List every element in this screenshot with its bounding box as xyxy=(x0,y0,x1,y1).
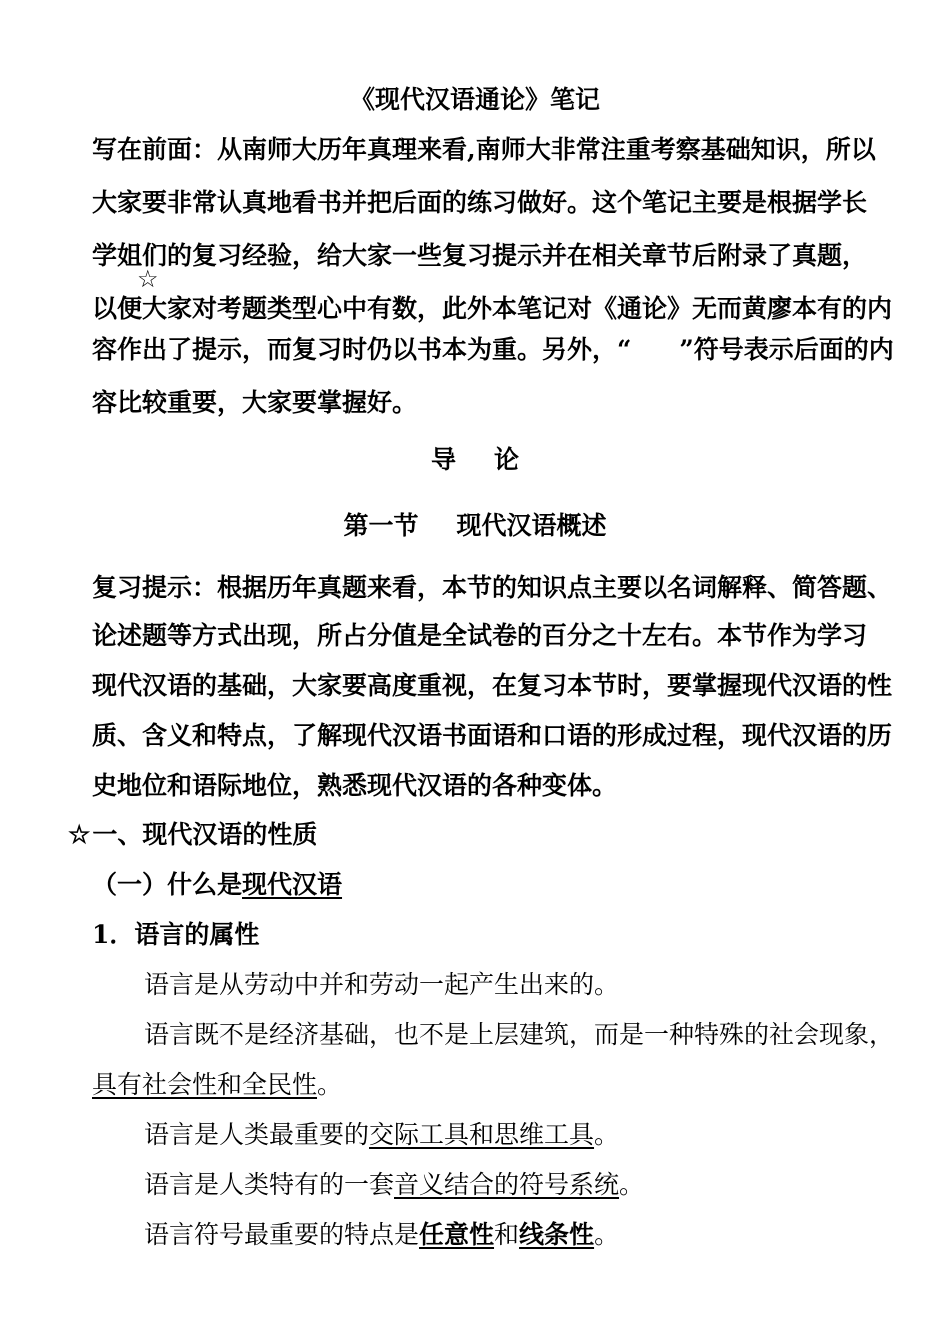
para-2-line-1: 语言既不是经济基础，也不是上层建筑，而是一种特殊的社会现象， xyxy=(144,1020,895,1049)
section-title-b: 现代汉语概述 xyxy=(456,511,607,540)
review-line-3: 现代汉语的基础，大家要高度重视，在复习本节时，要掌握现代汉语的性 xyxy=(92,671,893,700)
preface-line-4: 以便大家对考题类型心中有数，此外本笔记对《通论》无而黄廖本有的内 xyxy=(92,294,893,323)
preface-line-5-a: 容作出了提示，而复习时仍以书本为重。另外，“ xyxy=(92,335,632,364)
para-2-line-2 xyxy=(92,1068,892,1102)
review-line-5: 史地位和语际地位，熟悉现代汉语的各种变体。 xyxy=(92,771,618,800)
preface-line-5 xyxy=(92,333,892,367)
para-3-prefix: 语言是人类最重要的 xyxy=(144,1120,370,1149)
review-line-4: 质、含义和特点，了解现代汉语书面语和口语的形成过程，现代汉语的历 xyxy=(92,721,893,750)
heading-2-underlined: 现代汉语 xyxy=(242,870,343,899)
heading-2-prefix: （一）什么是 xyxy=(92,870,243,899)
heading-1 xyxy=(68,818,868,852)
heading-1-text: 一、现代汉语的性质 xyxy=(92,820,318,849)
preface-line-2: 大家要非常认真地看书并把后面的练习做好。这个笔记主要是根据学长 xyxy=(92,188,868,217)
para-5-prefix: 语言符号最重要的特点是 xyxy=(144,1220,420,1249)
para-3-end: 。 xyxy=(594,1120,620,1149)
preface-line-6: 容比较重要，大家要掌握好。 xyxy=(92,388,418,417)
para-3 xyxy=(144,1118,944,1152)
star-symbol: ☆ xyxy=(137,265,159,293)
para-5-mid: 和 xyxy=(494,1220,520,1249)
doc-title: 《现代汉语通论》笔记 xyxy=(349,85,600,114)
para-2-end: 。 xyxy=(317,1070,343,1099)
section-title-a: 第一节 xyxy=(343,511,419,540)
chapter-title xyxy=(0,443,950,477)
chapter-title-b: 论 xyxy=(494,445,520,474)
para-2-underlined: 具有社会性和全民性 xyxy=(92,1070,318,1099)
para-5-end: 。 xyxy=(594,1220,620,1249)
para-4 xyxy=(144,1168,944,1202)
para-4-end: 。 xyxy=(619,1170,645,1199)
chapter-title-a: 导 xyxy=(430,445,456,474)
preface-line-5-b: ”符号表示后面的内 xyxy=(679,335,894,364)
review-line-2: 论述题等方式出现，所占分值是全试卷的百分之十左右。本节作为学习 xyxy=(92,621,868,650)
section-title xyxy=(0,509,950,543)
para-1: 语言是从劳动中并和劳动一起产生出来的。 xyxy=(144,970,620,999)
preface-line-3: 学姐们的复习经验，给大家一些复习提示并在相关章节后附录了真题， xyxy=(92,241,868,270)
para-3-underlined: 交际工具和思维工具 xyxy=(369,1120,595,1149)
heading-2 xyxy=(92,868,892,902)
heading-3: 1．语言的属性 xyxy=(92,920,260,949)
para-5 xyxy=(144,1218,944,1252)
para-4-underlined: 音义结合的符号系统 xyxy=(394,1170,620,1199)
preface-line-1: 写在前面：从南师大历年真理来看,南师大非常注重考察基础知识，所以 xyxy=(92,135,876,164)
review-line-1: 复习提示：根据历年真题来看，本节的知识点主要以名词解释、简答题、 xyxy=(92,573,893,602)
para-5-underlined-2: 线条性 xyxy=(519,1220,595,1249)
para-5-underlined-1: 任意性 xyxy=(419,1220,495,1249)
para-4-prefix: 语言是人类特有的一套 xyxy=(144,1170,395,1199)
star-icon: ☆ xyxy=(68,820,91,849)
